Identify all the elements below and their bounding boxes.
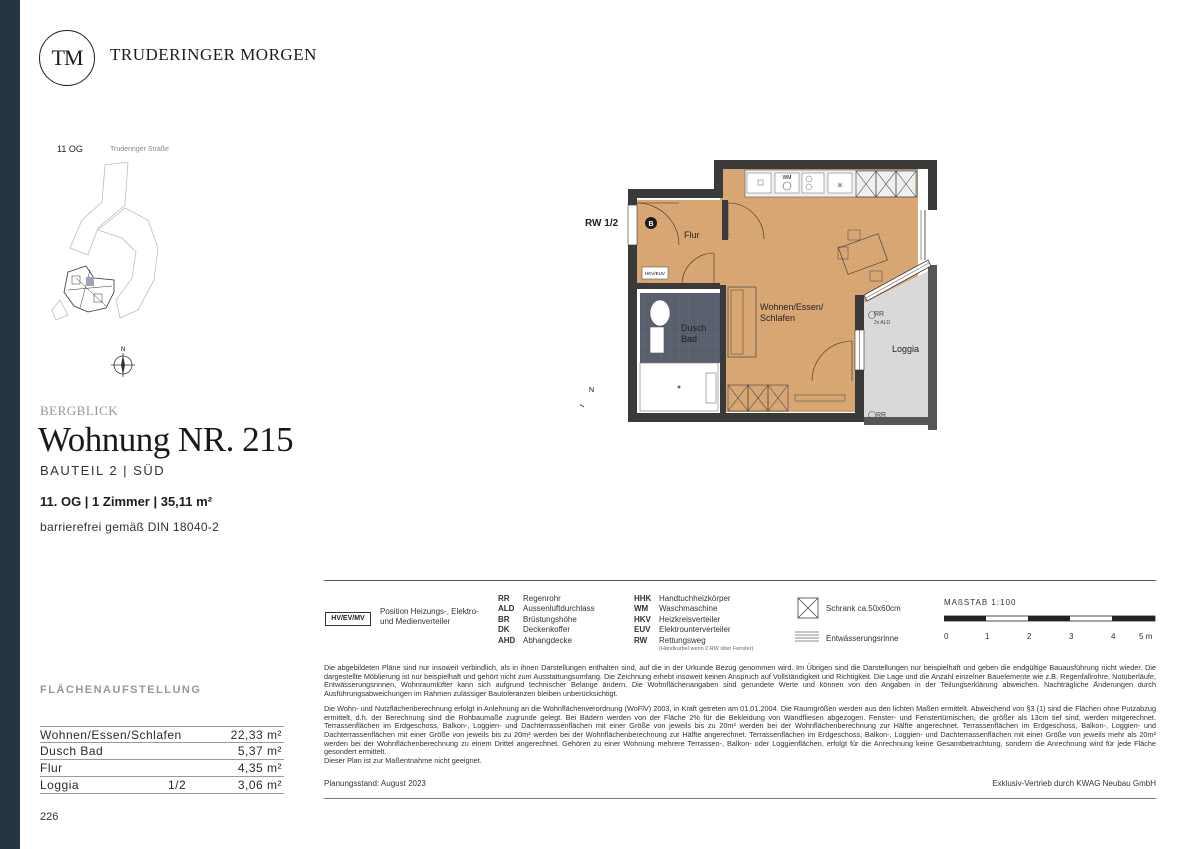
hv-symbol: HV/EV/MV: [325, 612, 371, 626]
hv-description: Position Heizungs-, Elektro- und Medienverteiler: [380, 607, 479, 626]
site-north-letter: N: [120, 347, 126, 353]
disclaimer-paragraph: Die Wohn- und Nutzflächenberechnung erfolgt in Anlehnung an die Wohnflächenverordnung (WoFlV) 2003, in Kraft getreten am 01.01.2004. Die Raumgrößen werden aus den lichten Maßen ermittelt. Abweichend von §3 (1) sind die Flächen ohne Putzabzug ermittelt, d.h. der Berechnung sind die Rohbaumaße zugrunde gelegt. Bei Bädern werden von der Fläche 2% für die Bekleidung von Wandfliesen abgezogen. Fenster- und Fenstertürnischen, die größer als 13cm tief sind, werden mitgerechnet. Terrassenflächen im Erdgeschoss, Balkon-, Loggien- und Dachterrassenflächen mit einer Größe von jeweils bis zu 20m² werden bei der Wohnflächenberechnung zur Hälfte angerechnet. Terrassenflächen im Erdgeschoss, Balkon-, Loggien- und Dachterrassenflächen mit einer Größe von jeweils bis zu 20m² werden bei der Wohnflächenberechnung zur Hälfte angerechnet. Terrassenflächen im Erdgeschoss, Balkon-, Loggien- und Dachterrassenflächen mit einer Größe von jeweils mehr als 20m² werden bei der Wohnflächenberechnung zu einem Drittel angerechnet. Gehören zu einer Wohnung mehrere Terrassen-, Balkon- oder Loggienflächen, erfolgt für die Anrechnung keine Gesamtbetrachtung, sondern die Anrechnung wird für jede Fläche gesondert ermittelt.: [324, 703, 1156, 757]
area-row: [40, 743, 284, 760]
room-bad: Bad: [681, 334, 698, 344]
site-floor-label: 11 OG: [57, 144, 83, 154]
sales-note: Exklusiv-Vertrieb durch KWAG Neubau GmbH: [992, 779, 1156, 788]
schrank-label: Schrank ca.50x60cm: [826, 604, 901, 613]
page-number: 226: [40, 811, 59, 823]
scale-tick: 2: [1027, 632, 1032, 641]
area-value: 5,37 m²: [237, 744, 282, 758]
area-row: [40, 760, 284, 777]
wall-north-hall: [628, 189, 723, 198]
room-wohnen: Wohnen/Essen/ Schlafen: [760, 302, 824, 323]
site-north-arrow: [110, 345, 136, 379]
rw-label: RW 1/2: [585, 218, 619, 229]
footer-divider: [324, 798, 1156, 799]
site-plan-diagram: [50, 160, 170, 330]
rr-label-upper: RR: [874, 311, 885, 318]
wall-north-living: [714, 160, 937, 169]
area-fraction: 1/2: [168, 778, 187, 792]
rr-label-lower: RR: [876, 412, 887, 419]
legend-abbr-col-2: [634, 594, 753, 652]
area-name: Dusch Bad: [40, 744, 104, 758]
site-street-label: Truderinger Straße: [110, 146, 169, 153]
legend-abbr-row: AHD Abhangdecke: [498, 635, 572, 645]
scale-tick: 1: [985, 632, 990, 641]
svg-text:B: B: [648, 221, 654, 228]
svg-text:✳: ✳: [836, 181, 844, 190]
brand-name: TRUDERINGER MORGEN: [110, 45, 317, 64]
area-value: 3,06 m²: [237, 778, 282, 792]
unit-specs: 11. OG | 1 Zimmer | 35,11 m²: [40, 494, 213, 509]
planning-status: Planungsstand: August 2023: [324, 779, 426, 788]
legend-abbr-row: HKV Heizkreisverteiler: [634, 614, 721, 624]
area-name: Wohnen/Essen/Schlafen: [40, 728, 182, 742]
brand-monogram: TM: [39, 30, 95, 86]
scale-tick: 4: [1111, 632, 1116, 641]
room-dusch: Dusch: [681, 323, 707, 333]
compass: [580, 376, 594, 414]
rinne-icon: [795, 630, 819, 642]
legend-divider: [324, 580, 1156, 581]
compass-letter: N: [589, 387, 595, 394]
disclaimer-paragraph: Dieser Plan ist zur Maßentnahme nicht geeignet.: [324, 756, 482, 766]
legend-abbr-row: RW Rettungsweg: [634, 635, 706, 645]
disclaimer: [324, 664, 1156, 766]
legend-abbr-row: DK Deckenkoffer: [498, 625, 570, 635]
project-kicker: BERGBLICK: [40, 403, 119, 418]
area-heading: FLÄCHENAUFSTELLUNG: [40, 684, 202, 696]
legend-abbr-row: ALD Aussenluftdurchlass: [498, 604, 595, 614]
area-name: Flur: [40, 761, 63, 775]
rinne-label: Entwässerungsrinne: [826, 634, 899, 643]
scale-bar: [944, 614, 1156, 624]
wall-bath-north: [635, 283, 720, 289]
legend-abbr-row: BR Brüstungshöhe: [498, 614, 577, 624]
barrier-free-note: barrierefrei gemäß DIN 18040-2: [40, 520, 220, 534]
area-row: [40, 726, 284, 743]
wm-label: WM: [782, 175, 792, 181]
scale-tick: 5 m: [1139, 632, 1153, 641]
scale-tick: 3: [1069, 632, 1074, 641]
area-value: 22,33 m²: [230, 728, 282, 742]
schrank-icon: [797, 597, 819, 619]
area-name: Loggia: [40, 778, 80, 792]
scale-label: MAßSTAB 1:100: [944, 598, 1017, 607]
hkv-label: HKV/EUV: [645, 271, 665, 276]
legend-abbr-row: HHK Handtuchheizkörper: [634, 594, 731, 603]
area-table: [40, 726, 284, 794]
wall-bath-east: [720, 285, 726, 415]
side-color-bar: [0, 0, 20, 849]
washbasin: [650, 327, 664, 353]
area-value: 4,35 m²: [237, 761, 282, 775]
area-row: [40, 777, 284, 794]
ald-label: 2x ALD: [874, 320, 891, 326]
toilet: [650, 300, 670, 326]
room-flur: Flur: [684, 230, 700, 240]
room-loggia: Loggia: [892, 344, 920, 354]
legend-abbr-row: RR Regenrohr: [498, 594, 561, 603]
legend-abbr-row: EUV Elektrounterverteiler: [634, 625, 731, 635]
wall-south: [628, 413, 864, 422]
legend-abbr-row: WM Waschmaschine: [634, 604, 718, 614]
bauteil-label: BAUTEIL 2 | SÜD: [40, 463, 166, 478]
site-unit-highlight: [86, 277, 94, 286]
rw-note: (Handkurbel wenn 2.RW über Fenster): [659, 645, 754, 652]
scale-tick: 0: [944, 632, 949, 641]
floor-plan: [580, 155, 950, 445]
disclaimer-paragraph: Die abgebildeten Pläne sind nur insoweit verbindlich, als in ihnen Darstellungen enthalten sind, auf die in der Urkunde Bezug genommen wird. Im Übrigen sind die Darstellungen nur beispielhaft und geben die endgültige Bauausführung nicht wieder. Die dargestellte Möblierung ist nur beispielhaft und gehört nicht zum Ausstattungsumfang. Die Zeichnung erhebt insoweit keinen Anspruch auf Vollständigkeit und Richtigkeit. Die Lage und die Anzahl einzelner Bauelemente wie z.B. Regenfallrohre, Notüberläufe, Entwässerungsrinnen, Wohnraumlüfter kann sich aufgrund technischer Belange ändern. Die Wohnflächenangaben sind gerundete Werte und können von den Angaben in der Teilungserklärung abweichen. Nachträgliche Änderungen durch Ausführungsabweichungen im Rahmen zulässiger Bautoleranzen bleiben unberücksichtigt.: [324, 663, 1156, 699]
wall-east-upper: [928, 160, 937, 210]
legend-abbr-col-1: [498, 594, 595, 646]
page-title: Wohnung NR. 215: [38, 420, 294, 459]
